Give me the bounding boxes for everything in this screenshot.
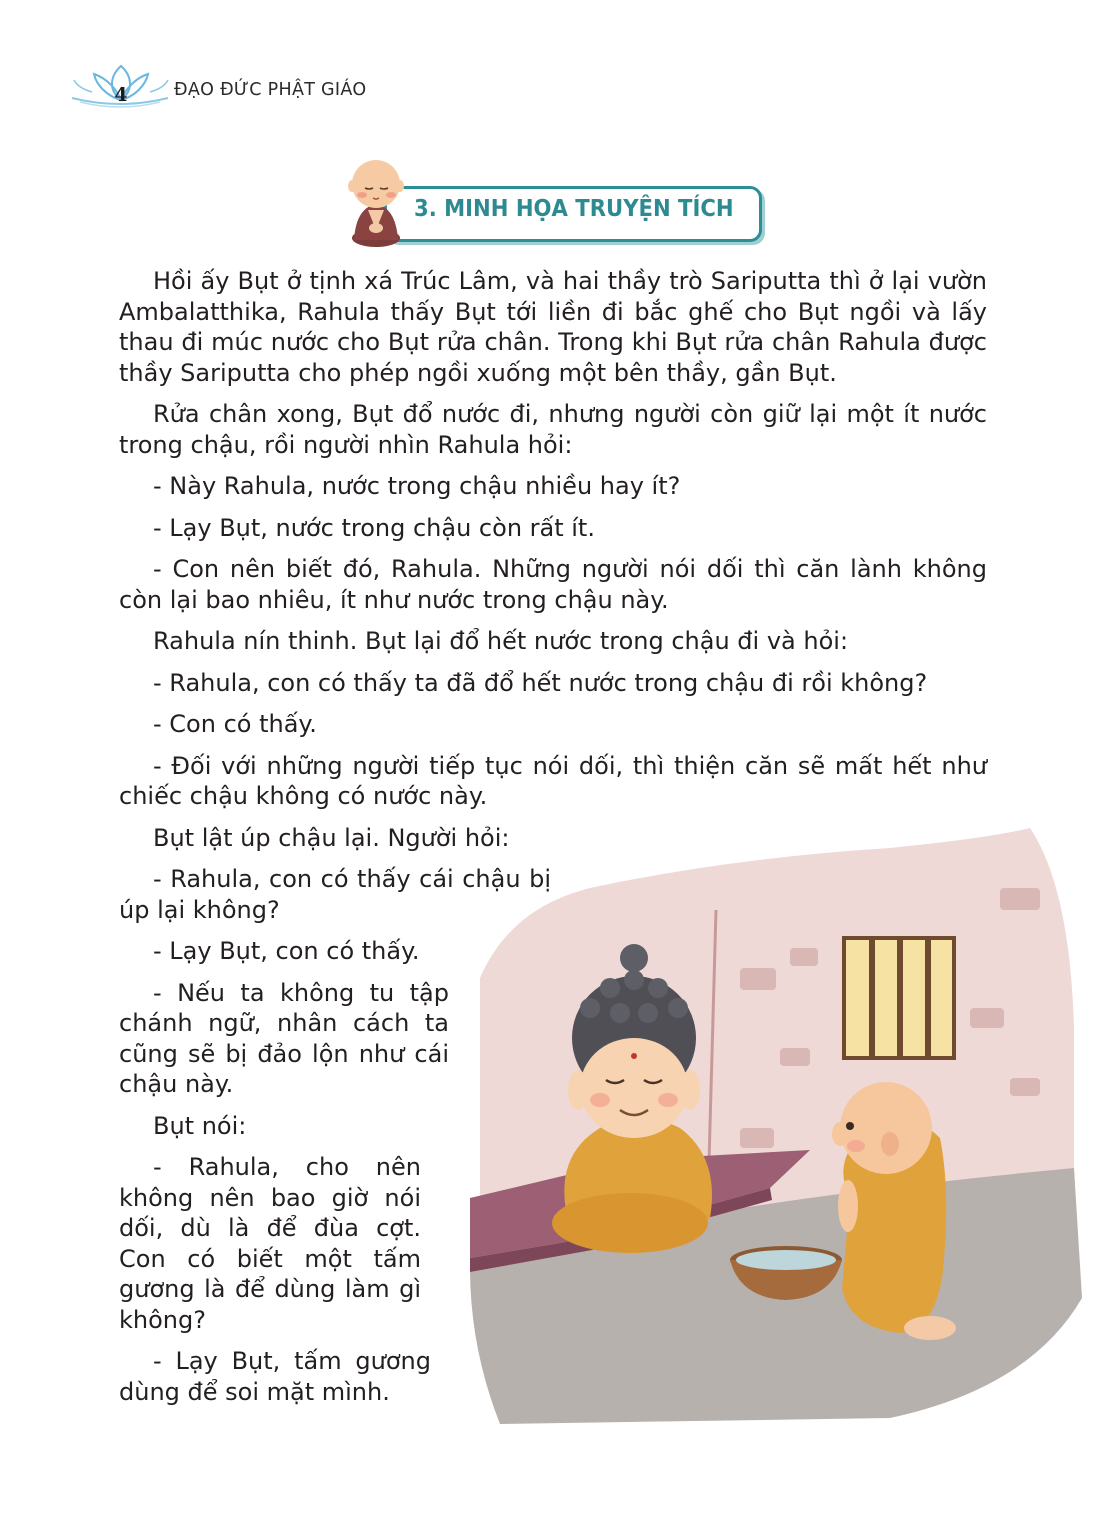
page-number: 4 [114,84,128,106]
paragraph: Rửa chân xong, Bụt đổ nước đi, nhưng người còn giữ lại một ít nước trong chậu, rồi người nhìn Rahula hỏi: [119,400,987,459]
story-illustration [470,828,1082,1424]
dialogue-line: - Này Rahula, nước trong chậu nhiều hay ít? [153,472,681,500]
dialogue-line: - Lạy Bụt, tấm gương dùng để soi mặt mình. [119,1347,431,1406]
dialogue-line: - Lạy Bụt, con có thấy. [153,937,420,965]
dialogue-line: - Rahula, con có thấy ta đã đổ hết nước trong chậu đi rồi không? [153,668,928,697]
dialogue-line: - Lạy Bụt, nước trong chậu còn rất ít. [153,513,595,542]
dialogue-line: - Con có thấy. [153,710,317,738]
dialogue-line: - Con nên biết đó, Rahula. Những người nói dối thì căn lành không còn lại bao nhiêu, ít như nước trong chậu này. [119,555,987,614]
paragraph: Bụt nói: [153,1111,247,1140]
dialogue-line: - Rahula, con có thấy cái chậu bị úp lại không? [119,865,551,924]
page-header [70,62,470,112]
paragraph: Hồi ấy Bụt ở tịnh xá Trúc Lâm, và hai thầy trò Sariputta thì ở lại vườn Ambalatthika, Rahula thấy Bụt tới liền đi bắc ghế cho Bụt ngồi và lấy thau đi múc nước cho Bụt rửa chân. Trong khi Bụt rửa chân Rahula được thầy Sariputta cho phép ngồi xuống một bên thầy, gần Bụt. [119,267,987,387]
section-title: 3. MINH HỌA TRUYỆN TÍCH [414,196,734,222]
paragraph: Rahula nín thinh. Bụt lại đổ hết nước trong chậu đi và hỏi: [153,627,849,655]
monk-mascot-icon [340,150,410,250]
dialogue-line: - Nếu ta không tu tập chánh ngữ, nhân cách ta cũng sẽ bị đảo lộn như cái chậu này. [119,978,449,1098]
window-illustration [844,938,954,1058]
book-title: ĐẠO ĐỨC PHẬT GIÁO [174,80,367,100]
paragraph: Bụt lật úp chậu lại. Người hỏi: [153,823,510,852]
section-heading [340,150,770,250]
dialogue-line: - Đối với những người tiếp tục nói dối, thì thiện căn sẽ mất hết như chiếc chậu không có nước này. [119,751,987,810]
dialogue-line: - Rahula, cho nên không nên bao giờ nói dối, dù là để đùa cợt. Con có biết một tấm gương là để dùng làm gì không? [119,1153,421,1334]
